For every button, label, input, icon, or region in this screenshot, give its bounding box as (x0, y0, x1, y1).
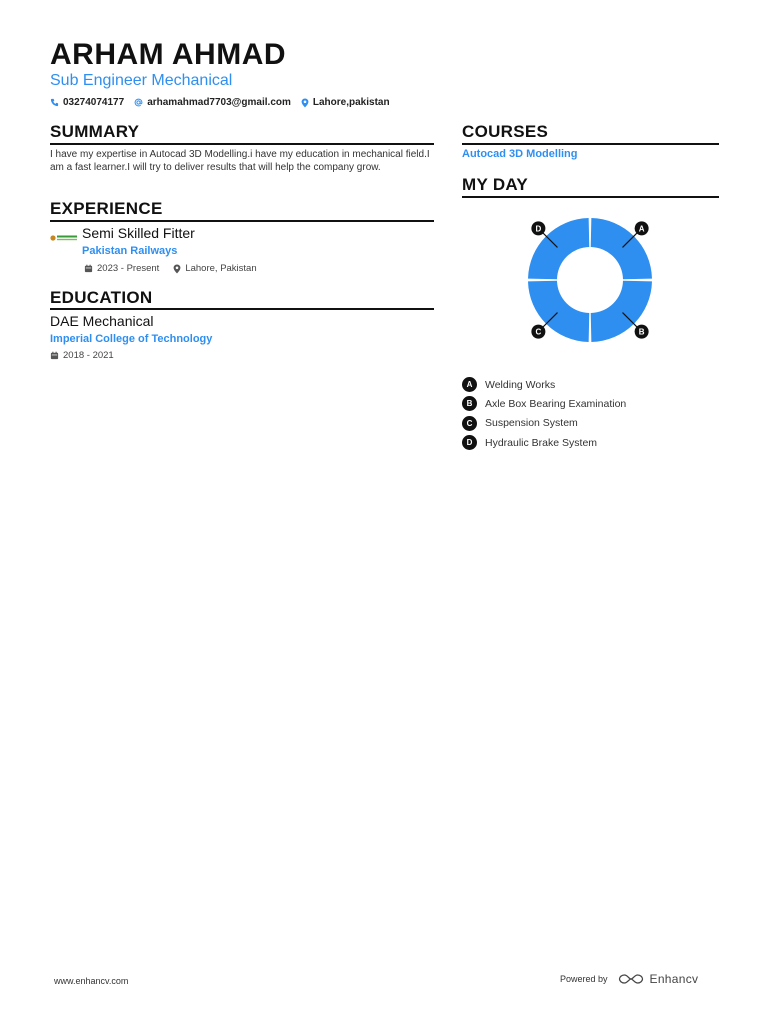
my-day-divider (462, 196, 719, 198)
experience-position: Semi Skilled Fitter (82, 225, 195, 241)
svg-text:B: B (638, 327, 645, 337)
phone-icon (50, 98, 59, 107)
courses-divider (462, 143, 719, 145)
my-day-legend (462, 375, 626, 452)
contact-phone[interactable] (50, 97, 124, 108)
legend-badge: B (462, 396, 477, 411)
education-heading: EDUCATION (50, 288, 153, 307)
svg-text:A: A (638, 224, 645, 234)
calendar-icon (84, 264, 93, 273)
experience-dates: 2023 - Present (97, 263, 160, 274)
legend-item (462, 375, 626, 394)
company-logo (50, 233, 78, 243)
education-meta (50, 350, 114, 361)
my-day-heading: MY DAY (462, 175, 529, 194)
experience-meta (84, 263, 257, 274)
footer-branding (560, 972, 698, 986)
course-item: Autocad 3D Modelling (462, 148, 578, 160)
legend-item (462, 394, 626, 413)
donut-label-d (531, 221, 545, 235)
location-pin-icon (173, 264, 181, 274)
legend-item (462, 414, 626, 433)
brand[interactable] (618, 972, 699, 986)
legend-badge: C (462, 416, 477, 431)
svg-text:D: D (535, 224, 542, 234)
experience-heading: EXPERIENCE (50, 199, 163, 218)
donut-label-b (635, 325, 649, 339)
education-divider (50, 308, 434, 310)
candidate-name: ARHAM AHMAD (50, 38, 287, 71)
legend-label: Suspension System (485, 417, 578, 430)
legend-badge: D (462, 435, 477, 450)
powered-by-text: Powered by (560, 974, 608, 984)
location-pin-icon (301, 98, 309, 108)
legend-label: Welding Works (485, 378, 556, 391)
calendar-icon (50, 351, 59, 360)
courses-heading: COURSES (462, 122, 549, 141)
legend-label: Axle Box Bearing Examination (485, 397, 627, 410)
education-school: Imperial College of Technology (50, 333, 213, 345)
legend-label: Hydraulic Brake System (485, 436, 598, 449)
summary-divider (50, 143, 434, 145)
experience-location: Lahore, Pakistan (185, 263, 257, 274)
summary-heading: SUMMARY (50, 122, 140, 141)
legend-badge: A (462, 377, 477, 392)
donut-label-c (531, 325, 545, 339)
svg-text:C: C (535, 327, 542, 337)
experience-divider (50, 220, 434, 222)
education-degree: DAE Mechanical (50, 313, 154, 329)
at-sign-icon (134, 98, 143, 107)
summary-text: I have my expertise in Autocad 3D Modelling.i have my education in mechanical field.I am a fast learner.I will try to deliver results that will help the company grow. (50, 149, 430, 173)
candidate-role: Sub Engineer Mechanical (50, 72, 233, 89)
contact-location (301, 97, 390, 108)
donut-label-a (635, 221, 649, 235)
education-dates: 2018 - 2021 (63, 350, 114, 361)
my-day-donut-chart (520, 212, 660, 348)
infinity-logo-icon (618, 973, 644, 985)
email-address: arhamahmad7703@gmail.com (147, 97, 291, 108)
location-text: Lahore,pakistan (312, 97, 390, 108)
legend-item (462, 433, 626, 452)
contact-info (50, 97, 390, 108)
experience-company: Pakistan Railways (82, 245, 178, 257)
phone-number: 03274074177 (63, 97, 125, 108)
footer-website[interactable]: www.enhancv.com (54, 976, 129, 986)
brand-name: Enhancv (649, 972, 699, 986)
contact-email[interactable] (134, 97, 291, 108)
